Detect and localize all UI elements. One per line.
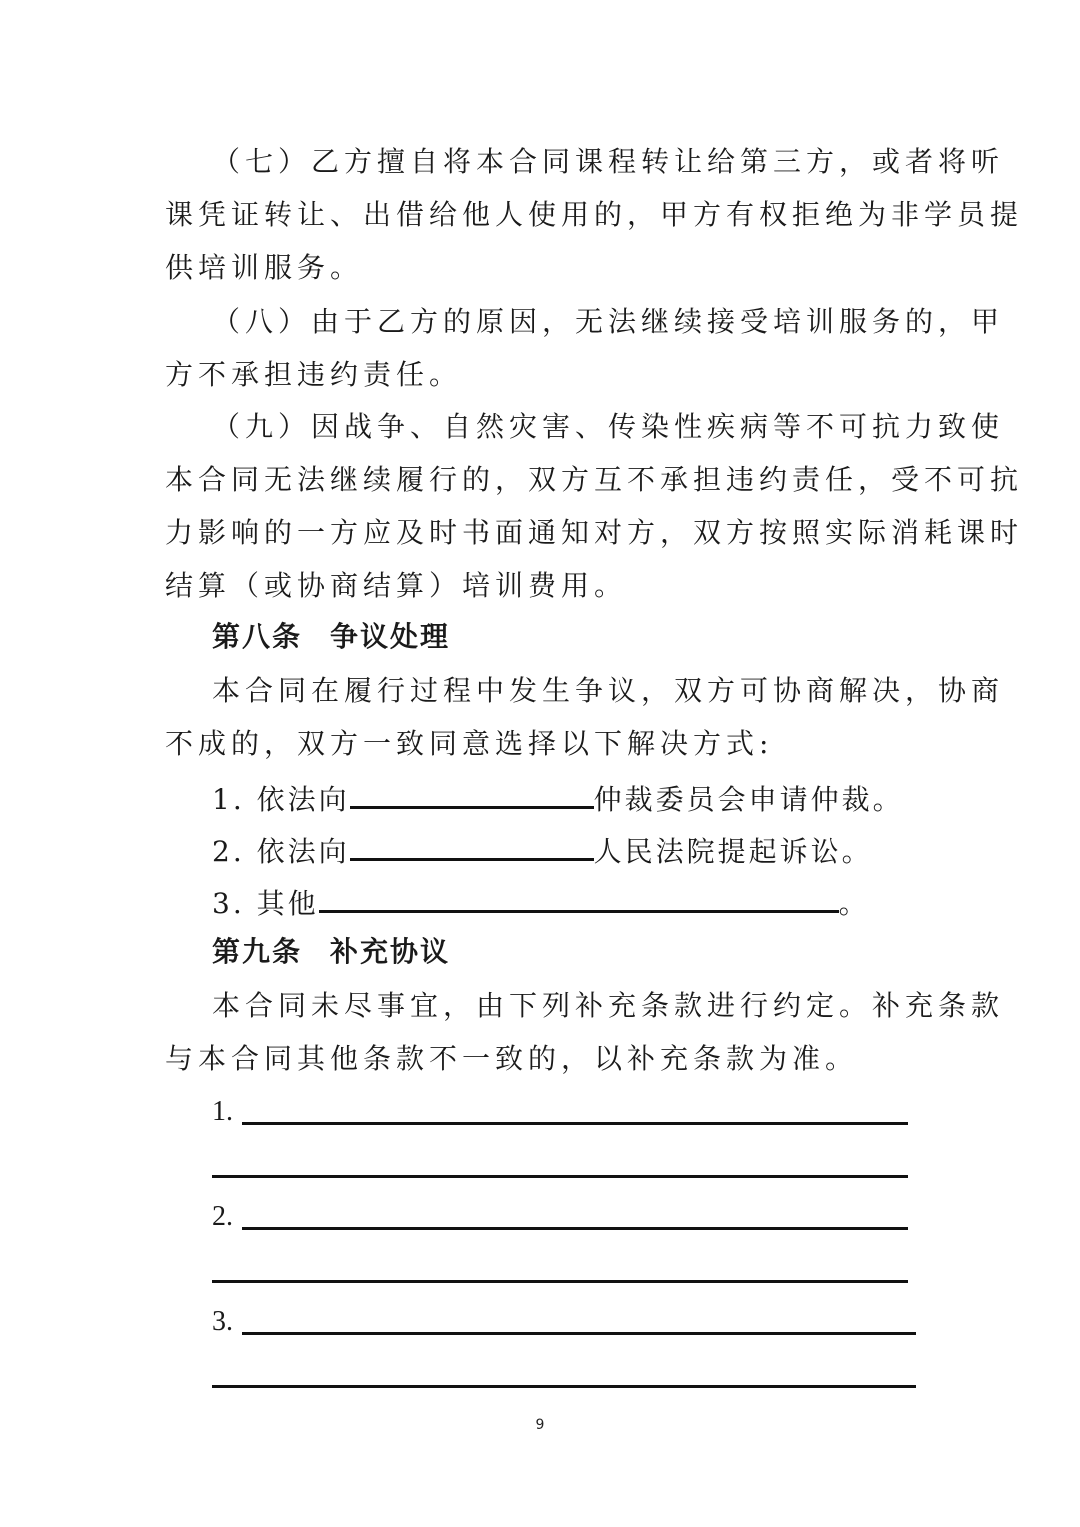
clause-9-line-2: 本合同无法继续履行的，双方互不承担违约责任，受不可抗 [165,463,1024,496]
page-number: 9 [535,1417,545,1433]
article-8-number: 第八条 [212,620,303,653]
supplement-item-1-label: 1. [212,1096,233,1127]
option-1-prefix: 1. 依法向 [212,783,350,816]
supplement-item-3-line-2[interactable] [212,1385,916,1388]
article-8-heading [212,620,450,654]
arbitration-commission-blank[interactable] [350,780,594,809]
option-3-prefix: 3. 其他 [212,887,319,920]
other-method-blank[interactable] [319,884,839,913]
clause-9-line-3: 力影响的一方应及时书面通知对方，双方按照实际消耗课时 [165,516,1024,549]
supplement-item-3-line-1[interactable] [242,1332,916,1335]
article-8-body-line-2: 不成的，双方一致同意选择以下解决方式: [165,727,774,760]
supplement-item-1-line-1[interactable] [242,1122,908,1125]
option-other [212,884,870,921]
clause-8-line-2: 方不承担违约责任。 [165,358,463,391]
option-3-suffix: 。 [838,887,870,920]
article-9-heading [212,935,450,969]
clause-7-line-2: 课凭证转让、出借给他人使用的，甲方有权拒绝为非学员提 [165,198,1024,231]
clause-8-line-1: （八）由于乙方的原因，无法继续接受培训服务的，甲 [212,305,1005,338]
article-9-title: 补充协议 [330,935,451,968]
article-9-number: 第九条 [212,935,303,968]
supplement-item-3-label: 3. [212,1306,233,1337]
option-litigation [212,832,873,869]
option-2-prefix: 2. 依法向 [212,835,350,868]
clause-9-line-1: （九）因战争、自然灾害、传染性疾病等不可抗力致使 [212,410,1005,443]
supplement-item-2-label: 2. [212,1201,233,1232]
option-2-suffix: 人民法院提起诉讼。 [593,835,873,868]
clause-9-line-4: 结算（或协商结算）培训费用。 [165,569,628,602]
supplement-item-1-line-2[interactable] [212,1175,908,1178]
option-1-suffix: 仲裁委员会申请仲裁。 [593,783,904,816]
clause-7-line-1: （七）乙方擅自将本合同课程转让给第三方，或者将听 [212,145,1005,178]
article-9-body-line-2: 与本合同其他条款不一致的，以补充条款为准。 [165,1042,859,1075]
clause-7-line-3: 供培训服务。 [165,251,364,284]
supplement-item-2-line-1[interactable] [242,1227,908,1230]
option-arbitration [212,780,904,817]
article-8-body-line-1: 本合同在履行过程中发生争议，双方可协商解决，协商 [212,674,1005,707]
court-blank[interactable] [350,832,594,861]
supplement-item-2-line-2[interactable] [212,1280,908,1283]
article-9-body-line-1: 本合同未尽事宜，由下列补充条款进行约定。补充条款 [212,989,1005,1022]
article-8-title: 争议处理 [330,620,451,653]
